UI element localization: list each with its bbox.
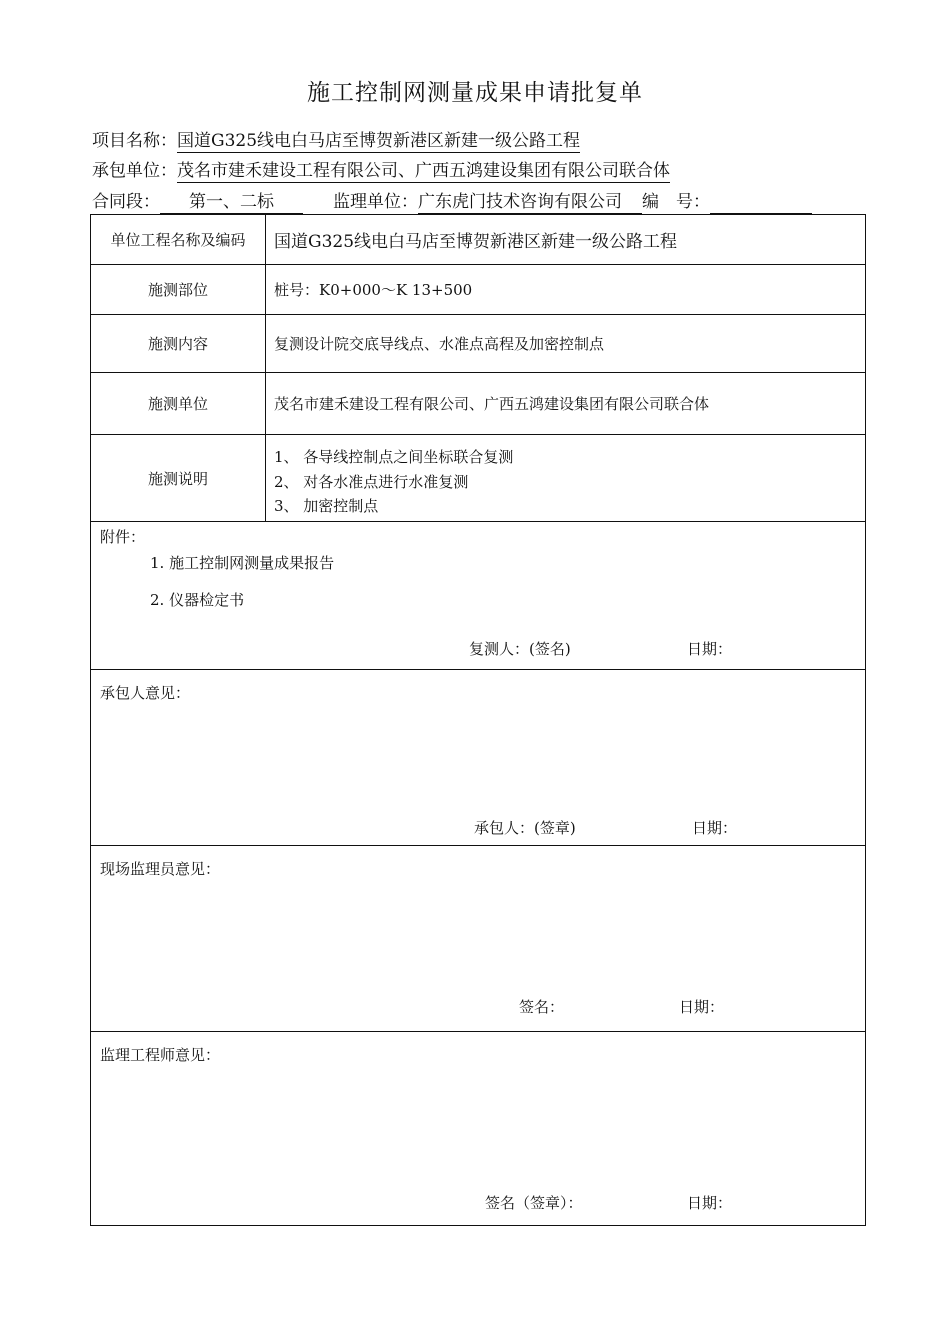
section-value: 第一、二标 [160,187,303,214]
list-item: 2. 仪器检定书 [150,591,245,609]
site-supervisor-signature-label: 签名： [519,998,565,1016]
list-item: 2、 对各水准点进行水准复测 [274,472,469,491]
date-label: 日期： [687,1194,733,1212]
table-row [91,215,865,265]
engineer-opinion-section [91,1032,865,1225]
number-field[interactable] [710,195,812,214]
contractor-opinion-label: 承包人意见： [100,684,191,702]
engineer-opinion-label: 监理工程师意见： [100,1046,221,1064]
project-name: 国道G325线电白马店至博贺新港区新建一级公路工程 [177,126,580,153]
contractor-opinion-section [91,670,865,846]
table-row [91,315,865,373]
row-value: 国道G325线电白马店至博贺新港区新建一级公路工程 [274,232,678,252]
row-label: 施测内容 [91,315,266,372]
contractor-signature-label: 承包人：(签章) [474,819,576,837]
engineer-signature-label: 签名（签章）： [485,1194,583,1212]
table-row [91,265,865,315]
notes-label: 施测说明 [91,435,266,521]
attachments-section [91,522,865,670]
resurveyor-signature-label: 复测人：(签名) [469,640,571,658]
list-item: 1. 施工控制网测量成果报告 [150,554,335,572]
list-item: 1、 各导线控制点之间坐标联合复测 [274,448,514,466]
date-label: 日期： [679,998,725,1016]
contractor-label: 承包单位： [92,161,177,181]
table-row [91,373,865,435]
row-value: 复测设计院交底导线点、水准点高程及加密控制点 [274,335,605,353]
project-label: 项目名称： [92,131,177,151]
page-title: 施工控制网测量成果申请批复单 [307,80,643,106]
section-line [92,187,812,214]
number-label: 编 号： [642,192,710,212]
row-label: 施测部位 [91,265,266,314]
table-row [91,435,865,522]
date-label: 日期： [687,640,733,658]
contractor-name: 茂名市建禾建设工程有限公司、广西五鸿建设集团有限公司联合体 [177,156,670,183]
list-item: 3、 加密控制点 [274,497,379,515]
approval-form [90,214,866,1226]
date-label: 日期： [692,819,738,837]
row-value: 茂名市建禾建设工程有限公司、广西五鸿建设集团有限公司联合体 [274,395,710,413]
supervisor-name: 广东虎门技术咨询有限公司 [418,187,642,214]
row-label: 施测单位 [91,373,266,434]
site-supervisor-opinion-label: 现场监理员意见： [100,860,221,878]
row-value: 桩号：K0+000～K 13+500 [274,281,473,299]
section-label: 合同段： [92,192,160,212]
contractor-line [92,156,670,183]
project-line [92,126,580,153]
row-label: 单位工程名称及编码 [91,215,266,264]
supervisor-label: 监理单位： [333,192,418,212]
site-supervisor-opinion-section [91,846,865,1032]
notes-list [274,445,513,519]
attachments-label: 附件： [100,528,146,546]
